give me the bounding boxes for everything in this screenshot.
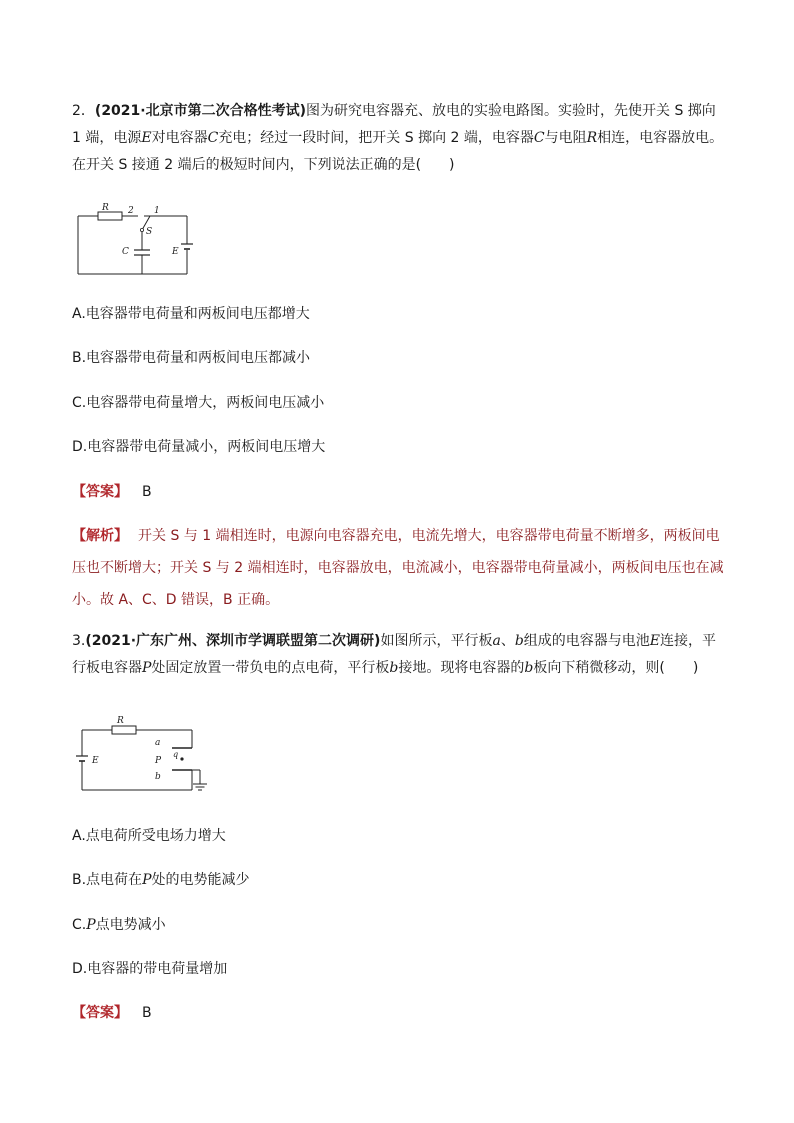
label-E: E — [92, 756, 99, 766]
label-S: S — [146, 227, 153, 237]
label-R: R — [117, 716, 124, 726]
label-R: R — [102, 203, 109, 213]
answer-value: B — [142, 484, 152, 500]
explanation — [72, 520, 726, 616]
explanation-text: 开关 S 与 1 端相连时，电源向电容器充电，电流先增大，电容器带电荷量不断增多，两板间电压也不断增大；开关 S 与 2 端相连时，电容器放电，电流减小，电容器带电荷量减小，两板间电压也在减小。故 A、C、D 错误，B 正确。 — [72, 528, 724, 608]
question-number: 3. — [72, 633, 86, 649]
question-3-stem: 3.(2021·广东广州、深圳市学调联盟第二次调研)如图所示，平行板a、b组成的电容器与电池E连接，平行板电容器P处固定放置一带负电的点电荷，平行板b接地。现将电容器的b板向下稍微移动，则( ) — [72, 633, 717, 676]
question-number: 2． — [72, 103, 95, 119]
answer-value: B — [142, 1005, 152, 1021]
question-source: (2021·北京市第二次合格性考试) — [94, 103, 307, 119]
option-d: D.电容器带电荷量减小，两板间电压增大 — [72, 439, 326, 455]
option-b: B.电容器带电荷量和两板间电压都减小 — [72, 350, 311, 366]
label-b: b — [155, 772, 161, 782]
option-a: A.点电荷所受电场力增大 — [72, 828, 226, 844]
answer-line — [72, 1003, 152, 1023]
circuit-diagram-q2 — [70, 200, 200, 282]
question-2-stem: 2．(2021·北京市第二次合格性考试)图为研究电容器充、放电的实验电路图。实验时，先使开关 S 掷向 1 端，电源E对电容器C充电；经过一段时间，把开关 S 掷向 2 端，电容器C与电阻R相连，电容器放电。在开关 S 接通 2 端后的极短时间内，下列说法正确的是( ) — [72, 103, 724, 173]
label-q: q — [173, 750, 179, 759]
resistor-symbol — [98, 212, 122, 220]
option-c: C.P点电势减小 — [72, 917, 166, 933]
answer-label: 【答案】 — [72, 484, 128, 500]
circuit-diagram-q3 — [70, 712, 216, 796]
label-1: 1 — [154, 206, 160, 216]
option-d: D.电容器的带电荷量增加 — [72, 961, 228, 977]
label-P: P — [155, 756, 162, 766]
answer-label: 【答案】 — [72, 1005, 128, 1021]
point-charge — [180, 757, 183, 760]
explanation-label: 【解析】 — [72, 528, 128, 544]
label-C: C — [122, 247, 129, 257]
option-b: B.点电荷在P处的电势能减少 — [72, 872, 250, 888]
question-source: (2021·广东广州、深圳市学调联盟第二次调研) — [85, 633, 381, 649]
option-a: A.电容器带电荷量和两板间电压都增大 — [72, 306, 310, 322]
label-a: a — [155, 738, 161, 748]
label-E: E — [172, 247, 179, 257]
label-2: 2 — [128, 206, 134, 216]
resistor-symbol — [112, 726, 136, 734]
answer-line — [72, 482, 152, 502]
option-c: C.电容器带电荷量增大，两板间电压减小 — [72, 395, 325, 411]
